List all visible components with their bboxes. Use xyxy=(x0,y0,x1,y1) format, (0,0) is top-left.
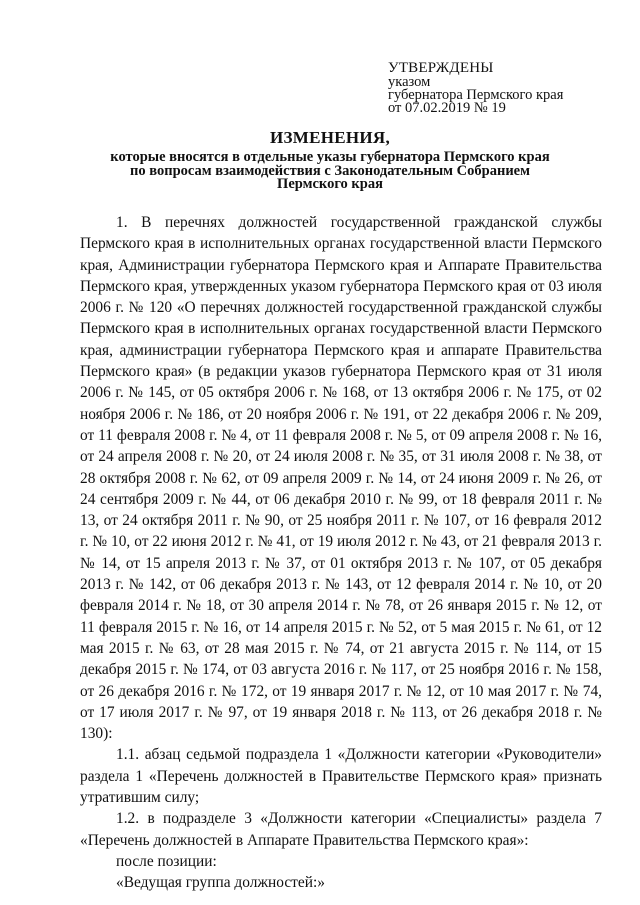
document-title: ИЗМЕНЕНИЯ, xyxy=(269,128,391,147)
document-subtitle-line-3: Пермского края xyxy=(277,176,383,192)
paragraph-leading-group: «Ведущая группа должностей:» xyxy=(116,874,325,892)
approval-block xyxy=(388,60,628,115)
approval-line-date: от 07.02.2019 № 19 xyxy=(388,100,506,116)
paragraph-1: 1. В перечнях должностей государственной гражданской службы Пермского края в исполнительных органах государственной власти Пермского края, Администрации губернатора Пермского края и Аппарате Правительства Пермского края, утвержденных указом губернатора Пермского края от 03 июля 2006 г. № 120 «О перечнях должностей государственной гражданской службы Пермского края в исполнительных органах государственной власти Пермского края, администрации губернатора Пермского края и аппарате Правительства Пермского края» (в редакции указов губернатора Пермского края от 31 июля 2006 г. № 145, от 05 октября 2006 г. № 168, от 13 октября 2006 г. № 175, от 02 ноября 2006 г. № 186, от 20 ноября 2006 г. № 191, от 22 декабря 2006 г. № 209, от 11 февраля 2008 г. № 4, от 11 февраля 2008 г. № 5, от 09 апреля 2008 г. № 16, от 24 апреля 2008 г. № 20, от 24 июля 2008 г. № 35, от 31 июля 2008 г. № 38, от 28 октября 2008 г. № 62, от 09 апреля 2009 г. № 14, от 24 июня 2009 г. № 26, от 24 сентября 2009 г. № 44, от 06 декабря 2010 г. № 99, от 18 февраля 2011 г. № 13, от 24 октября 2011 г. № 90, от 25 ноября 2011 г. № 107, от 16 февраля 2012 г. № 10, от 22 июня 2012 г. № 41, от 19 июля 2012 г. № 43, от 21 февраля 2013 г. № 14, от 15 апреля 2013 г. № 37, от 01 октября 2013 г. № 107, от 05 декабря 2013 г. № 142, от 06 декабря 2013 г. № 143, от 12 февраля 2014 г. № 10, от 20 февраля 2014 г. № 18, от 30 апреля 2014 г. № 78, от 26 января 2015 г. № 12, от 11 февраля 2015 г. № 16, от 14 апреля 2015 г. № 52, от 5 мая 2015 г. № 61, от 12 мая 2015 г. № 63, от 28 мая 2015 г. № 74, от 21 августа 2015 г. № 114, от 15 декабря 2015 г. № 174, от 03 августа 2016 г. № 117, от 25 ноября 2016 г. № 158, от 26 декабря 2016 г. № 172, от 19 января 2017 г. № 12, от 10 мая 2017 г. № 74, от 17 июля 2017 г. № 97, от 19 января 2018 г. № 113, от 26 декабря 2018 г. № 130): xyxy=(80,214,602,743)
approval-line-decree: указом xyxy=(388,74,431,90)
document-subtitle-line-1: которые вносятся в отдельные указы губернатора Пермского края xyxy=(110,149,550,165)
paragraph-1-2: 1.2. в подразделе 3 «Должности категории «Специалисты» раздела 7 «Перечень должностей в Аппарате Правительства Пермского края»: xyxy=(80,810,602,849)
paragraph-1-1: 1.1. абзац седьмой подраздела 1 «Должности категории «Руководители» раздела 1 «Перечень должностей в Правительстве Пермского края» признать утратившим силу; xyxy=(80,746,602,807)
document-heading xyxy=(80,128,580,192)
approval-line-governor: губернатора Пермского края xyxy=(388,87,564,103)
paragraph-after-position: после позиции: xyxy=(116,852,217,870)
document-body xyxy=(80,212,602,894)
document-subtitle-line-2: по вопросам взаимодействия с Законодательным Собранием xyxy=(130,162,530,179)
approval-title: УТВЕРЖДЕНЫ xyxy=(388,60,494,76)
